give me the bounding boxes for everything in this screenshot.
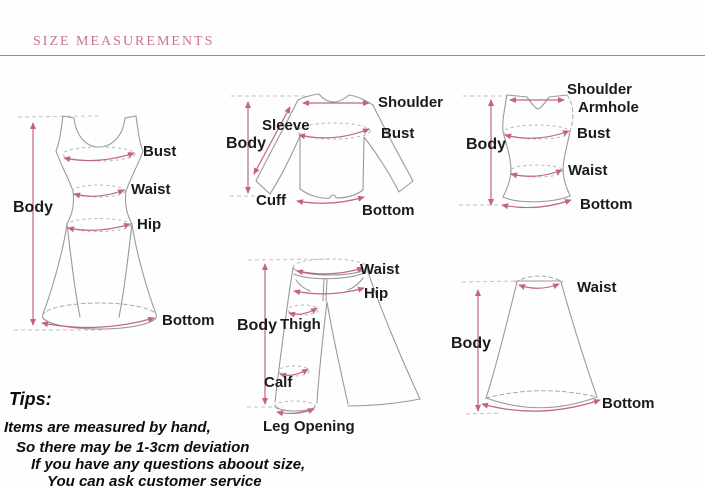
top-body-label: Body bbox=[226, 135, 266, 152]
dress-hip-arrow bbox=[68, 224, 130, 230]
skirt-bottom-label: Bottom bbox=[602, 395, 655, 412]
top-cuff-label: Cuff bbox=[256, 192, 286, 209]
dress-bust-label: Bust bbox=[143, 143, 177, 160]
tips-title: Tips: bbox=[9, 389, 52, 409]
tips-line: Items are measured by hand, bbox=[4, 419, 211, 436]
pants-right-hem bbox=[348, 399, 420, 406]
top-hem bbox=[300, 189, 363, 198]
vest-armhole-curve bbox=[567, 95, 573, 132]
top-bust-label: Bust bbox=[381, 125, 415, 142]
dress-body-label: Body bbox=[13, 199, 53, 216]
skirt-waist-arrow bbox=[519, 284, 559, 288]
pants-waist-label: Waist bbox=[360, 261, 400, 278]
pants-right-pocket bbox=[348, 278, 363, 290]
tips-line: If you have any questions aboout size, bbox=[31, 456, 306, 473]
pants-hip-label: Hip bbox=[364, 285, 389, 302]
top-sleeve-label: Sleeve bbox=[262, 117, 310, 134]
skirt-waist-label: Waist bbox=[577, 279, 617, 296]
vest-waist-label: Waist bbox=[568, 162, 608, 179]
vest-armhole-label: Armhole bbox=[578, 99, 639, 116]
pants-body-label: Body bbox=[237, 317, 277, 334]
dress-diagram bbox=[14, 116, 157, 330]
pants-hip-arrow bbox=[294, 288, 364, 294]
top-bottom-label: Bottom bbox=[362, 202, 415, 219]
tips-line: So there may be 1-3cm deviation bbox=[16, 439, 250, 456]
top-shoulder-label: Shoulder bbox=[378, 94, 444, 111]
pants-leg-opening-label: Leg Opening bbox=[263, 418, 355, 435]
pants-fly bbox=[323, 279, 327, 301]
dress-waist-label: Waist bbox=[131, 181, 171, 198]
dress-hip-label: Hip bbox=[137, 216, 162, 233]
vest-waist-arrow bbox=[511, 170, 562, 176]
tips-line: You can ask customer service bbox=[47, 473, 262, 489]
vest-bottom-label: Bottom bbox=[580, 196, 633, 213]
dress-waist-arrow bbox=[74, 190, 124, 196]
top-right-sleeve bbox=[364, 105, 413, 192]
vest-bottom-arrow bbox=[502, 200, 571, 208]
vest-neckline bbox=[507, 95, 567, 109]
dress-neckline bbox=[74, 118, 125, 147]
vest-bust-label: Bust bbox=[577, 125, 611, 142]
dress-bust-ellipse bbox=[63, 147, 135, 161]
pants-left-pocket bbox=[296, 280, 310, 291]
page-title: SIZE MEASUREMENTS bbox=[33, 34, 215, 49]
skirt-body-label: Body bbox=[451, 335, 491, 352]
vest-hem bbox=[503, 196, 570, 202]
pants-calf-label: Calf bbox=[264, 374, 293, 391]
dress-bottom-label: Bottom bbox=[162, 312, 215, 329]
vest-shoulder-label: Shoulder bbox=[567, 81, 633, 98]
pants-thigh-label: Thigh bbox=[280, 316, 321, 333]
vest-body-label: Body bbox=[466, 136, 506, 153]
